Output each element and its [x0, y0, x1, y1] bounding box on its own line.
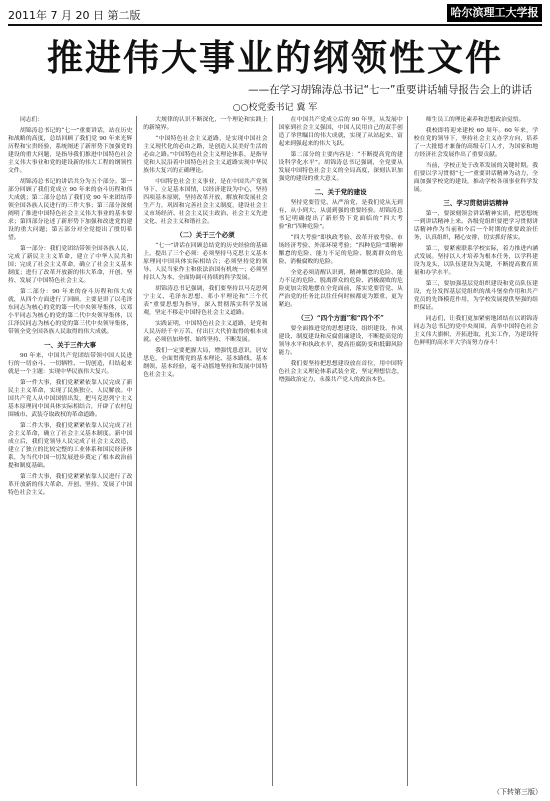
paragraph: 第二件大事，我们党紧紧依靠人民完成了社会主义革命，确立了社会主义基本制度。新中国成立后，我们党领导人民完成了社会主义改造，建立了独立的比较完整的工业体系和国民经济体系，为当代中国一切发展进步奠定了根本政治前提和制度基础。: [8, 423, 133, 469]
section-heading: 二、关于党的建设: [314, 188, 367, 196]
section-heading: （二）关于三个必须: [176, 231, 235, 239]
paragraph: “四大考验”即执政考验、改革开放考验、市场经济考验、外部环境考验；“四种危险”即精神懈怠的危险、能力不足的危险、脱离群众的危险、消极腐败的危险。: [278, 235, 403, 265]
paragraph: 第一件大事，我们党紧紧依靠人民完成了新民主主义革命，实现了民族独立、人民解放。中国共产党人从中国国情出发，把马克思列宁主义基本原理同中国具体实际相结合，开辟了农村包围城市、武装夺取政权的革命道路。: [8, 380, 133, 418]
issue-date: 2011年 7 月 20 日 第二版: [8, 9, 141, 22]
masthead: [8, 4, 542, 26]
paragraph: 我们一定要把握大局，增强忧患意识，居安思危，全面贯彻党的基本理论、基本路线、基本纲领、基本经验，毫不动摇地坚持和发展中国特色社会主义。: [143, 348, 268, 378]
paragraph: 第一部分：我们党团结带领全国各族人民，完成了新民主主义革命，建立了中华人民共和国；完成了社会主义革命，确立了社会主义基本制度；进行了改革开放新的伟大革命，开创、坚持、发展了中国特色社会主义。: [8, 246, 133, 284]
column-3: [279, 116, 408, 786]
section-heading: 一、关于三件大事: [44, 341, 97, 349]
column-1: [8, 116, 137, 786]
paragraph: 胡锦涛总书记的讲话共分为五个部分。第一部分回顾了我们党成立 90 年来的奋斗历程和伟大成就；第二部分总结了我们党 90 年来团结带领全国各族人民进行的三件大事；第三部分深刻阐明了推进中国特色社会主义伟大事业的基本要求；第四部分论述了新形势下加强和改进党的建设的重大问题；第五部分对全党提出了殷切希望。: [8, 179, 133, 241]
newspaper-brand: 哈尔滨理工大学报: [447, 4, 542, 22]
paragraph: 第三件大事，我们党紧紧依靠人民进行了改革开放新的伟大革命，开创、坚持、发展了中国特色社会主义。: [8, 474, 133, 496]
paragraph: 大规律的认识不断深化，一个理论和实践上的新境界。: [143, 117, 268, 131]
paragraph: 我们要坚持把思想建设放在首位，用中国特色社会主义理论体系武装全党，坚定理想信念，增强政治定力，永葆共产党人的政治本色。: [278, 361, 403, 383]
paragraph: 胡锦涛总书记的“七一”重要讲话，站在历史和战略的高度，总结回顾了我们党 90 年来光辉历程和宝贵经验，系统阐述了新形势下加强党的建设的重大问题，是指导我们推进中国特色社会主义伟大事业和党的建设新的伟大工程的纲领性文件。: [8, 128, 133, 174]
paragraph: 第一，要深刻领会讲话精神实质，把思想统一到讲话精神上来。各级党组织要把学习贯彻讲话精神作为当前和今后一个时期的重要政治任务，认真组织，精心安排，切实抓好落实。: [413, 211, 538, 241]
paragraph: 第三，要加强基层党组织建设和党员队伍建设，充分发挥基层党组织的战斗堡垒作用和共产党员的先锋模范作用，为学校发展提供坚强的组织保证。: [413, 281, 538, 311]
paragraph: 在中国共产党成立后的 90 年里，从发展中国家到社会主义强国，中国人民用自己的双手创造了举世瞩目的伟大成就，实现了从站起来、富起来到强起来的伟大飞跃。: [278, 117, 403, 147]
column-4: [414, 116, 542, 786]
paragraph: 第二，要紧密联系学校实际，着力推进内涵式发展。坚持以人才培养为根本任务，以学科建设为龙头，以队伍建设为关键，不断提高教育质量和办学水平。: [413, 246, 538, 276]
paragraph: 同志们：: [20, 117, 44, 123]
section-heading: （三）“四个方面”和“四个不”: [297, 314, 384, 322]
paragraph: 中国特色社会主义事业，是在中国共产党领导下，立足基本国情，以经济建设为中心，坚持四项基本原则，坚持改革开放，解放和发展社会生产力，巩固和完善社会主义制度，建设社会主义市场经济、社会主义民主政治、社会主义先进文化、社会主义和谐社会。: [143, 179, 268, 225]
paragraph: 当前，学校正处于改革发展的关键时期。我们要以学习贯彻“七一”重要讲话精神为动力，全面加强学校党的建设，推动学校各项事业科学发展。: [413, 163, 538, 193]
paragraph: 我校即将迎来建校 60 周年。60 年来，学校在党的领导下，坚持社会主义办学方向，培养了一大批德才兼备的高级专门人才，为国家和地方经济社会发展作出了重要贡献。: [413, 128, 538, 158]
paragraph: 第二部分的主要内容是：“不断提高党的建设科学化水平”。胡锦涛总书记强调，全党要从发展中国特色社会主义的全局高度，深刻认识加强党的建设的重大意义。: [278, 152, 403, 182]
paragraph: 同志们，让我们更加紧密地团结在以胡锦涛同志为总书记的党中央周围，高举中国特色社会主义伟大旗帜，开拓进取，扎实工作，为建设特色鲜明的高水平大学而努力奋斗！: [413, 316, 538, 346]
article-body: [8, 116, 542, 786]
column-2: [143, 116, 272, 786]
paragraph: “中国特色社会主义道路，是实现中国社会主义现代化的必由之路，是创造人民美好生活的必由之路。”中国特色社会主义理论体系，是指导党和人民沿着中国特色社会主义道路实现中华民族伟大复兴的正确理论。: [143, 136, 268, 174]
paragraph: “七一”讲话在回顾总结党的历史经验的基础上，提出了三个必须：必须坚持马克思主义基本原理同中国具体实际相结合；必须坚持党的领导、人民当家作主和依法治国有机统一；必须坚持以人为本、全面协调可持续的科学发展。: [143, 243, 268, 281]
section-heading: 三、学习贯彻讲话精神: [443, 199, 509, 207]
byline: ○○校党委书记 冀 军: [232, 103, 318, 113]
paragraph: 第二部分：90 年来的奋斗历程和伟大成就，从四个方面进行了回顾，主要是讲了以毛泽东同志为核心的党的第一代中央领导集体，以邓小平同志为核心的党的第二代中央领导集体，以江泽民同志为核心的党的第三代中央领导集体，带领全党全国各族人民取得的伟大成就。: [8, 289, 133, 335]
paragraph: 坚持党要管党、从严治党，是我们党从无到有、从小到大、从弱到强的重要经验。胡锦涛总书记明确提出了新形势下党面临的“四大考验”和“四种危险”。: [278, 200, 403, 230]
paragraph: 要全面推进党的思想建设、组织建设、作风建设、制度建设和反腐倡廉建设，不断提高党的领导水平和执政水平，提高拒腐防变和抵御风险能力。: [278, 326, 403, 356]
headline: 推进伟大事业的纲领性文件: [46, 38, 503, 79]
paragraph: 90 年来，中国共产党团结带领中国人民进行的一切奋斗、一切牺牲、一切创造，归结起来就是一个主题：实现中华民族伟大复兴。: [8, 353, 133, 375]
paragraph: 师生员工的理论素养和思想政治觉悟。: [425, 117, 525, 123]
subtitle: ——在学习胡锦涛总书记“七一”重要讲话辅导报告会上的讲话: [248, 84, 532, 96]
continued-note: （下转第三版）: [493, 788, 542, 796]
paragraph: 全党必须清醒认识到，精神懈怠的危险、能力不足的危险、脱离群众的危险、消极腐败的危险更加尖锐地摆在全党面前，落实党要管党、从严治党的任务比以往任何时候都更为繁重、更为紧迫。: [278, 270, 403, 308]
paragraph: 胡锦涛总书记强调，我们要坚持以马克思列宁主义、毛泽东思想、邓小平理论和“三个代表”重要思想为指导，深入贯彻落实科学发展观，坚定不移走中国特色社会主义道路。: [143, 286, 268, 316]
paragraph: 实践证明，中国特色社会主义道路，是党和人民历经千辛万苦、付出巨大代价取得的根本成就。必须倍加珍惜、始终坚持、不断发展。: [143, 321, 268, 343]
